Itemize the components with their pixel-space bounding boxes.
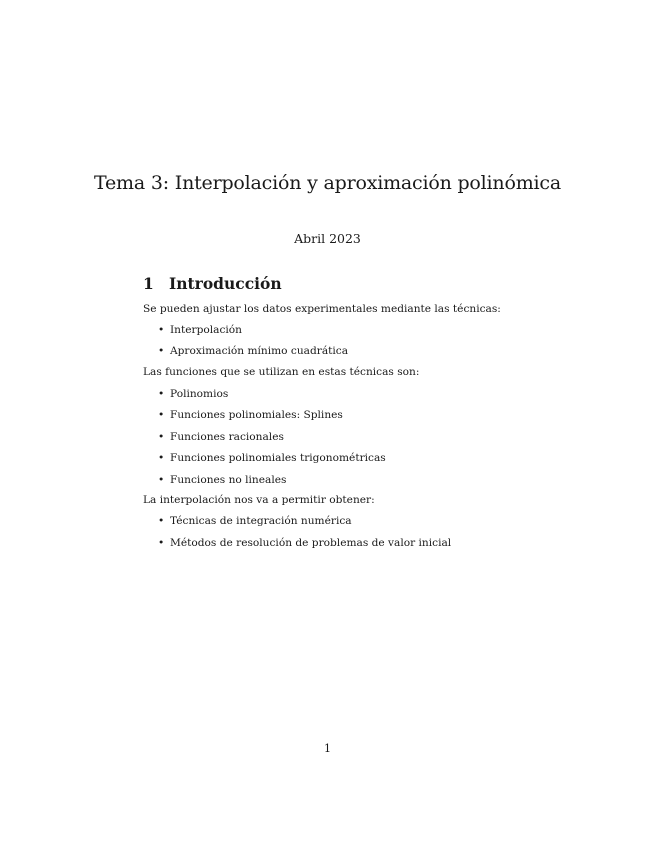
list-item-text: Técnicas de integración numérica — [170, 515, 352, 527]
bullet-icon: • — [158, 474, 165, 486]
list-item — [158, 431, 284, 443]
list-item — [158, 537, 451, 549]
section-title: Introducción — [169, 274, 282, 293]
bullet-icon: • — [158, 388, 165, 400]
list-item-text: Métodos de resolución de problemas de valor inicial — [170, 537, 452, 549]
list-item-text: Funciones no lineales — [170, 474, 287, 486]
section-heading — [143, 274, 282, 293]
list-item — [158, 515, 352, 527]
list-item — [158, 474, 286, 486]
intro-paragraph: Se pueden ajustar los datos experimentales mediante las técnicas: — [143, 303, 501, 315]
list-item-text: Aproximación mínimo cuadrática — [170, 345, 349, 357]
bullet-icon: • — [158, 431, 165, 443]
bullet-icon: • — [158, 324, 165, 336]
document-title: Tema 3: Interpolación y aproximación polinómica — [94, 172, 561, 194]
list-item-text: Funciones polinomiales: Splines — [170, 409, 343, 421]
page-number: 1 — [324, 742, 331, 755]
list-item — [158, 345, 348, 357]
interp-paragraph: La interpolación nos va a permitir obtener: — [143, 494, 375, 506]
bullet-icon: • — [158, 345, 165, 357]
list-item — [158, 388, 228, 400]
list-item — [158, 324, 242, 336]
list-item — [158, 409, 343, 421]
list-item-text: Funciones racionales — [170, 431, 284, 443]
bullet-icon: • — [158, 515, 165, 527]
document-date: Abril 2023 — [294, 231, 361, 246]
list-item-text: Funciones polinomiales trigonométricas — [170, 452, 386, 464]
functions-paragraph: Las funciones que se utilizan en estas técnicas son: — [143, 366, 420, 378]
bullet-icon: • — [158, 409, 165, 421]
bullet-icon: • — [158, 452, 165, 464]
bullet-icon: • — [158, 537, 165, 549]
list-item — [158, 452, 386, 464]
section-number: 1 — [143, 274, 154, 293]
list-item-text: Interpolación — [170, 324, 242, 336]
list-item-text: Polinomios — [170, 388, 229, 400]
